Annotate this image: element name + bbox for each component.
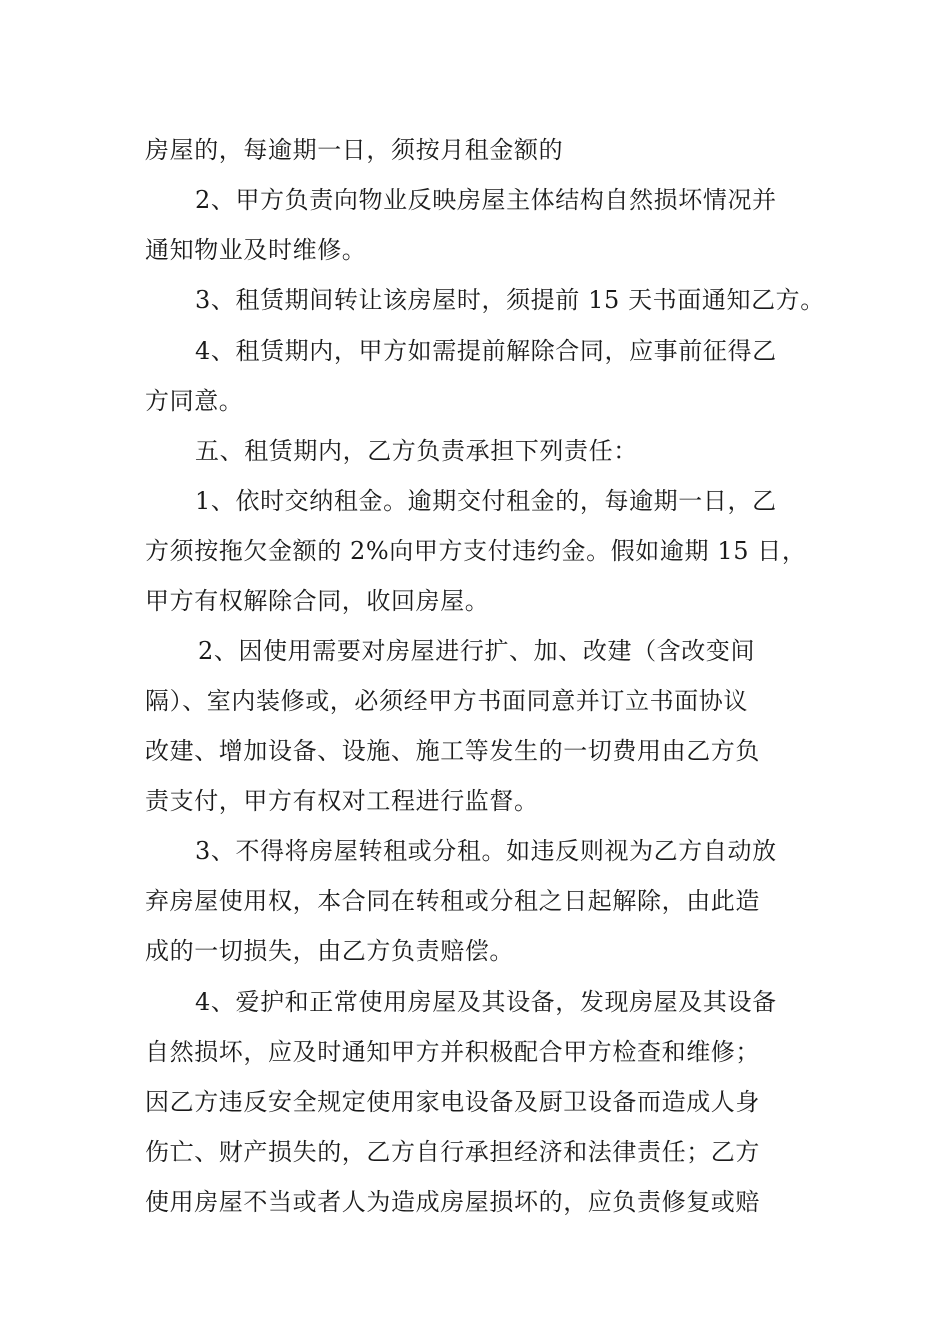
text-line: 通知物业及时维修。 — [145, 236, 367, 264]
text-line: 因乙方违反安全规定使用家电设备及厨卫设备而造成人身 — [145, 1088, 760, 1116]
text-line: 方同意。 — [145, 387, 244, 415]
text-line: 弃房屋使用权，本合同在转租或分租之日起解除，由此造 — [145, 887, 760, 915]
text-line: 房屋的，每逾期一日，须按月租金额的 — [145, 136, 564, 164]
text-line: 成的一切损失，由乙方负责赔偿。 — [145, 937, 514, 965]
text-line: 3、不得将房屋转租或分租。如违反则视为乙方自动放 — [195, 837, 777, 865]
text-line: 使用房屋不当或者人为造成房屋损坏的，应负责修复或赔 — [145, 1188, 760, 1216]
text-line: 隔）、室内装修或，必须经甲方书面同意并订立书面协议 — [145, 687, 748, 715]
text-line: 伤亡、财产损失的，乙方自行承担经济和法律责任；乙方 — [145, 1138, 760, 1166]
text-line: 1、依时交纳租金。逾期交付租金的，每逾期一日，乙 — [195, 487, 777, 515]
text-line: 自然损坏，应及时通知甲方并积极配合甲方检查和维修； — [145, 1038, 760, 1066]
text-line: 方须按拖欠金额的 2%向甲方支付违约金。假如逾期 15 日， — [145, 537, 807, 565]
text-line: 4、爱护和正常使用房屋及其设备，发现房屋及其设备 — [195, 988, 777, 1016]
text-line: 责支付，甲方有权对工程进行监督。 — [145, 787, 539, 815]
text-line: 3、租赁期间转让该房屋时，须提前 15 天书面通知乙方。 — [195, 286, 825, 314]
text-line: 改建、增加设备、设施、施工等发生的一切费用由乙方负 — [145, 737, 760, 765]
text-line: 4、租赁期内，甲方如需提前解除合同，应事前征得乙 — [195, 337, 777, 365]
text-line: 2、甲方负责向物业反映房屋主体结构自然损坏情况并 — [195, 186, 777, 214]
text-line: 甲方有权解除合同，收回房屋。 — [145, 587, 490, 615]
section-heading: 五、租赁期内，乙方负责承担下列责任： — [195, 437, 638, 465]
text-line: 2、因使用需要对房屋进行扩、加、改建（含改变间 — [198, 637, 756, 665]
